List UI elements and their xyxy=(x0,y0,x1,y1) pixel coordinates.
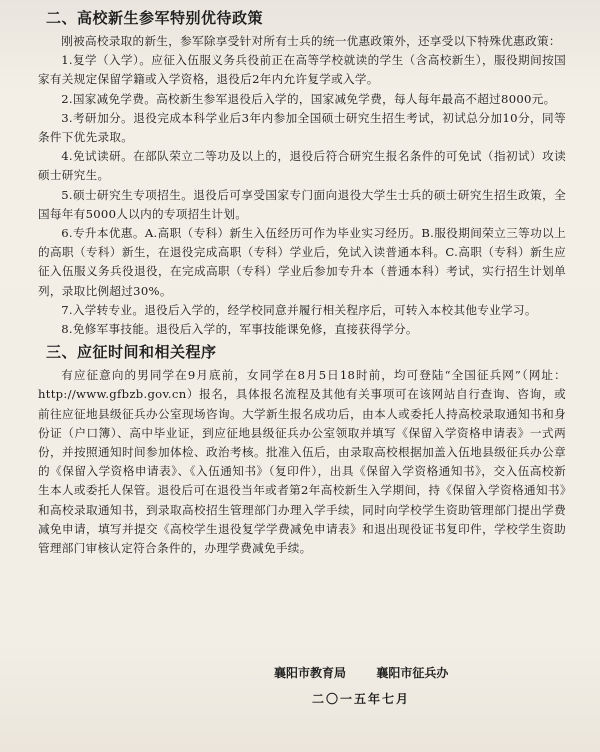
signature-org-education: 襄阳市教育局 xyxy=(274,666,347,680)
signature-org-recruitment: 襄阳市征兵办 xyxy=(376,666,449,680)
policy-item-1: 1.复学（入学）。应征入伍服义务兵役前正在高等学校就读的学生（含高校新生），服役期间按国家有关规定保留学籍或入学资格，退役后2年内允许复学或入学。 xyxy=(38,53,566,87)
policy-item-4: 4.免试读研。在部队荣立二等功及以上的，退役后符合研究生报名条件的可免试（指初试）攻读硕士研究生。 xyxy=(38,149,566,183)
policy-item-6: 6.专升本优惠。A.高职（专科）新生入伍经历可作为毕业实习经历。B.服役期间荣立三等功以上的高职（专科）新生，在退役完成高职（专科）学业后，免试入读普通本科。C.高职（专科）新生应征入伍服义务兵役退役，在完成高职（专科）学业后参加专升本（普通本科）考试，实行招生计划单列，录取比例超过30%。 xyxy=(38,226,566,298)
policy-item-2: 2.国家减免学费。高校新生参军退役后入学的，国家减免学费，每人每年最高不超过8000元。 xyxy=(61,91,556,106)
section2-heading: 二、高校新生参军特别优待政策 xyxy=(46,9,264,27)
policy-item-3: 3.考研加分。退役完成本科学业后3年内参加全国硕士研究生招生考试，初试总分加10分，同等条件下优先录取。 xyxy=(38,110,566,145)
section3-heading: 三、应征时间和相关程序 xyxy=(46,343,217,362)
policy-item-5: 5.硕士研究生专项招生。退役后可享受国家专门面向退役大学生士兵的硕士研究生招生政策，全国每年有5000人以内的专项招生计划。 xyxy=(38,187,566,221)
section2-intro: 刚被高校录取的新生，参军除享受针对所有士兵的统一优惠政策外，还享受以下特殊优惠政策： xyxy=(61,34,561,48)
policy-item-8: 8.免修军事技能。退役后入学的，军事技能课免修，直接获得学分。 xyxy=(61,322,418,337)
signature-line xyxy=(274,664,600,681)
section3-body: 有应征意向的男同学在9月底前，女同学在8月5日18时前，均可登陆“全国征兵网”（网址：http://www.gfbzb.gov.cn）报名，具体报名流程及其他有关事项可在该网站自行查询、咨询，或前往应征地县级征兵办公室现场咨询。大学新生报名成功后，由本人或委托人持高校录取通知书和身份证（户口簿）、高中毕业证，到应征地县级征兵办公室领取并填写《保留入学资格申请表》一式两份，并按照通知时间参加体检、政治考核。批准入伍后，由录取高校根据加盖入伍地县级征兵办公章的《保留入学资格申请表》、《入伍通知书》（复印件），出具《保留入学资格通知书》，交入伍高校新生本人或委托人保管。退役后可在退役当年或者第2年高校新生入学期间，持《保留入学资格通知书》和高校录取通知书，到录取高校招生管理部门办理入学手续，同时向学校学生资助管理部门提出学费减免申请，填写并提交《高校学生退役复学学费减免申请表》和退出现役证书复印件，学校学生资助管理部门审核认定符合条件的，办理学费减免手续。 xyxy=(38,368,566,556)
policy-item-7: 7.入学转专业。退役后入学的，经学校同意并履行相关程序后，可转入本校其他专业学习。 xyxy=(61,302,537,317)
signature-date: 二〇一五年七月 xyxy=(312,692,411,706)
